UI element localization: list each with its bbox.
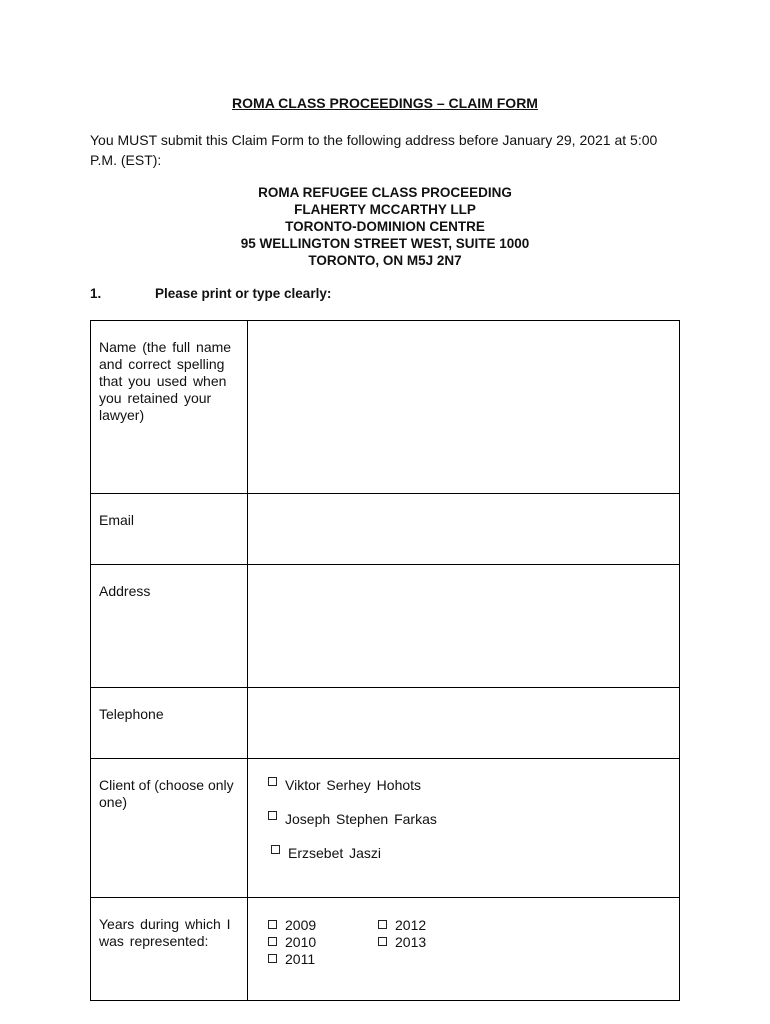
address-label: Address bbox=[91, 565, 248, 688]
client-option-label: Joseph Stephen Farkas bbox=[285, 811, 437, 827]
client-option-label: Viktor Serhey Hohots bbox=[285, 777, 422, 793]
client-label: Client of (choose only one) bbox=[91, 759, 248, 898]
email-input[interactable] bbox=[248, 494, 679, 564]
year-option[interactable] bbox=[378, 916, 488, 933]
section-number: 1. bbox=[90, 286, 102, 301]
year-option-label: 2012 bbox=[395, 916, 427, 933]
claim-form-table bbox=[90, 320, 680, 1001]
years-cell bbox=[248, 898, 680, 1001]
name-cell bbox=[248, 321, 680, 494]
checkbox-icon[interactable] bbox=[268, 920, 277, 929]
email-label: Email bbox=[91, 494, 248, 565]
address-cell bbox=[248, 565, 680, 688]
address-line: FLAHERTY MCCARTHY LLP bbox=[294, 202, 476, 217]
mailing-address bbox=[0, 184, 770, 269]
years-label: Years during which I was represented: bbox=[91, 898, 248, 1001]
checkbox-icon[interactable] bbox=[268, 954, 277, 963]
address-line: TORONTO-DOMINION CENTRE bbox=[285, 219, 485, 234]
year-option[interactable] bbox=[268, 950, 378, 967]
year-option[interactable] bbox=[268, 916, 378, 933]
address-line: ROMA REFUGEE CLASS PROCEEDING bbox=[258, 185, 512, 200]
checkbox-icon[interactable] bbox=[268, 937, 277, 946]
client-cell bbox=[248, 759, 680, 898]
client-option[interactable] bbox=[268, 777, 679, 811]
address-input[interactable] bbox=[248, 565, 679, 687]
email-cell bbox=[248, 494, 680, 565]
client-option[interactable] bbox=[268, 811, 679, 845]
year-option-label: 2009 bbox=[285, 916, 317, 933]
name-input[interactable] bbox=[248, 321, 679, 493]
telephone-label: Telephone bbox=[91, 688, 248, 759]
telephone-input[interactable] bbox=[248, 688, 679, 758]
client-option-label: Erzsebet Jaszi bbox=[288, 845, 382, 861]
address-line: TORONTO, ON M5J 2N7 bbox=[308, 253, 462, 268]
name-label: Name (the full name and correct spelling that you used when you retained your lawyer) bbox=[91, 321, 248, 494]
year-option[interactable] bbox=[378, 933, 488, 950]
checkbox-icon[interactable] bbox=[378, 937, 387, 946]
checkbox-icon[interactable] bbox=[271, 845, 280, 854]
checkbox-icon[interactable] bbox=[378, 920, 387, 929]
year-option-label: 2011 bbox=[285, 950, 316, 967]
checkbox-icon[interactable] bbox=[268, 777, 277, 786]
section-label: Please print or type clearly: bbox=[155, 286, 332, 301]
intro-text: You MUST submit this Claim Form to the following address before January 29, 2021 at 5:00 P.M. (EST): bbox=[90, 132, 658, 168]
address-line: 95 WELLINGTON STREET WEST, SUITE 1000 bbox=[240, 236, 530, 251]
telephone-cell bbox=[248, 688, 680, 759]
year-option-label: 2010 bbox=[285, 933, 317, 950]
client-option[interactable] bbox=[268, 845, 679, 879]
checkbox-icon[interactable] bbox=[268, 811, 277, 820]
form-title: ROMA CLASS PROCEEDINGS – CLAIM FORM bbox=[232, 95, 538, 111]
year-option-label: 2013 bbox=[395, 933, 427, 950]
year-option[interactable] bbox=[268, 933, 378, 950]
